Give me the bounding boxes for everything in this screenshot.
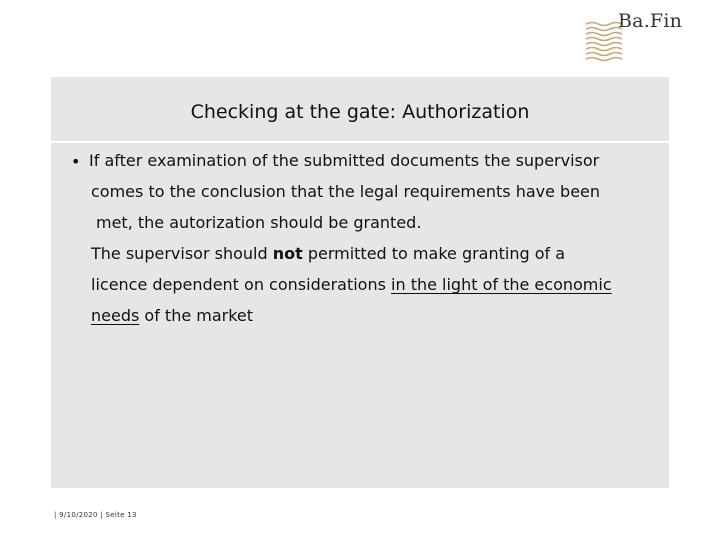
body-line-5 [91, 275, 612, 294]
body-line-6 [91, 306, 253, 325]
slide-footer: | 9/10/2020 | Seite 13 [54, 511, 137, 519]
bullet-list [51, 141, 669, 488]
slide-title: Checking at the gate: Authorization [190, 101, 530, 123]
content-panel [51, 77, 669, 488]
body-line-2: comes to the conclusion that the legal requirements have been [91, 182, 601, 201]
bullet-icon: • [71, 152, 81, 171]
body-line-4 [91, 244, 565, 263]
bafin-logo-text: Ba.Fin [618, 10, 683, 32]
body-line-4-end: permitted to make granting of a [302, 244, 566, 263]
body-line-4-start: The supervisor should [91, 244, 273, 263]
title-band [51, 77, 669, 143]
bafin-logo [584, 6, 716, 62]
underlined-phrase-economic: in the light of the economic [391, 275, 612, 294]
emphasis-not: not [272, 244, 303, 263]
body-line-1: If after examination of the submitted documents the supervisor [89, 151, 600, 170]
body-line-3: met, the autorization should be granted. [96, 213, 422, 232]
underlined-word-needs: needs [91, 306, 140, 325]
body-line-6-end: of the market [139, 306, 254, 325]
body-line-5-start: licence dependent on considerations [91, 275, 392, 294]
